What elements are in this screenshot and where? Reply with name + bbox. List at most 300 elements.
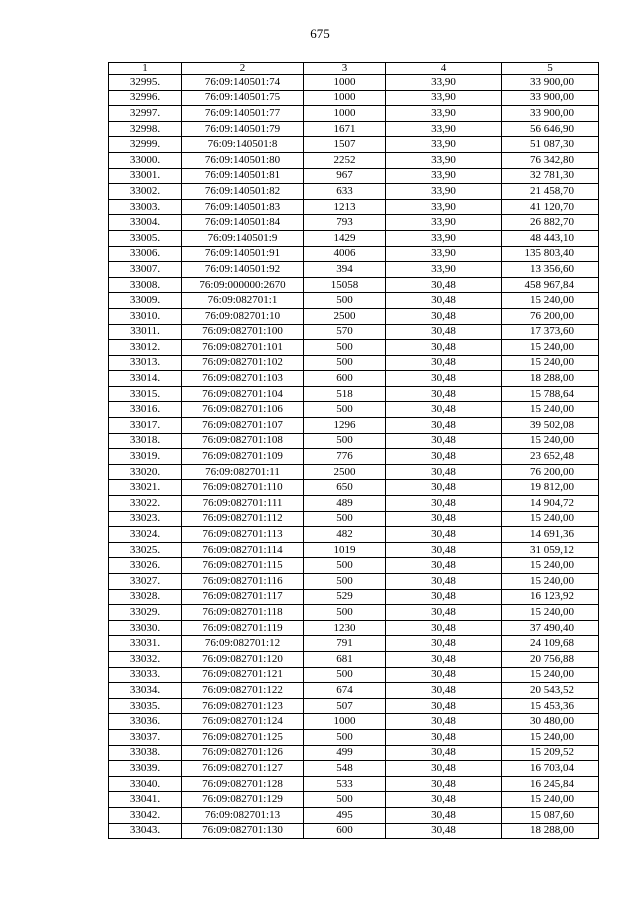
cadastral-number-cell: 76:09:082701:130 — [182, 823, 304, 839]
cadastral-number-cell: 76:09:082701:118 — [182, 605, 304, 621]
row-number-cell: 33035. — [109, 698, 182, 714]
rate-cell: 30,48 — [386, 293, 502, 309]
cadastral-number-cell: 76:09:082701:128 — [182, 776, 304, 792]
row-number-cell: 33007. — [109, 262, 182, 278]
table-row — [109, 152, 599, 168]
cadastral-number-cell: 76:09:082701:12 — [182, 636, 304, 652]
row-number-cell: 33012. — [109, 340, 182, 356]
cadastral-number-cell: 76:09:140501:8 — [182, 137, 304, 153]
value-cell: 135 803,40 — [502, 246, 599, 262]
row-number-cell: 33042. — [109, 807, 182, 823]
column-header: 5 — [502, 63, 599, 75]
row-number-cell: 33027. — [109, 574, 182, 590]
table-row — [109, 355, 599, 371]
rate-cell: 30,48 — [386, 620, 502, 636]
cadastral-number-cell: 76:09:140501:80 — [182, 152, 304, 168]
row-number-cell: 33025. — [109, 542, 182, 558]
cadastral-number-cell: 76:09:082701:129 — [182, 792, 304, 808]
table-row — [109, 745, 599, 761]
value-cell: 31 059,12 — [502, 542, 599, 558]
area-cell: 967 — [304, 168, 386, 184]
table-row — [109, 823, 599, 839]
area-cell: 674 — [304, 683, 386, 699]
table-row — [109, 277, 599, 293]
cadastral-number-cell: 76:09:082701:10 — [182, 308, 304, 324]
value-cell: 24 109,68 — [502, 636, 599, 652]
table-row — [109, 262, 599, 278]
row-number-cell: 33026. — [109, 558, 182, 574]
rate-cell: 30,48 — [386, 418, 502, 434]
cadastral-number-cell: 76:09:082701:13 — [182, 807, 304, 823]
rate-cell: 30,48 — [386, 340, 502, 356]
cadastral-number-cell: 76:09:082701:123 — [182, 698, 304, 714]
area-cell: 1000 — [304, 75, 386, 91]
cadastral-number-cell: 76:09:082701:104 — [182, 386, 304, 402]
value-cell: 16 245,84 — [502, 776, 599, 792]
value-cell: 37 490,40 — [502, 620, 599, 636]
row-number-cell: 33004. — [109, 215, 182, 231]
value-cell: 26 882,70 — [502, 215, 599, 231]
table-row — [109, 75, 599, 91]
rate-cell: 30,48 — [386, 698, 502, 714]
rate-cell: 33,90 — [386, 90, 502, 106]
column-header: 4 — [386, 63, 502, 75]
area-cell: 1429 — [304, 230, 386, 246]
table-row — [109, 714, 599, 730]
rate-cell: 30,48 — [386, 558, 502, 574]
rate-cell: 30,48 — [386, 371, 502, 387]
row-number-cell: 33015. — [109, 386, 182, 402]
value-cell: 32 781,30 — [502, 168, 599, 184]
row-number-cell: 33017. — [109, 418, 182, 434]
cadastral-number-cell: 76:09:140501:81 — [182, 168, 304, 184]
table-row — [109, 106, 599, 122]
value-cell: 13 356,60 — [502, 262, 599, 278]
area-cell: 500 — [304, 340, 386, 356]
value-cell: 14 904,72 — [502, 496, 599, 512]
row-number-cell: 33024. — [109, 527, 182, 543]
row-number-cell: 33043. — [109, 823, 182, 839]
value-cell: 15 240,00 — [502, 433, 599, 449]
rate-cell: 33,90 — [386, 152, 502, 168]
area-cell: 4006 — [304, 246, 386, 262]
value-cell: 458 967,84 — [502, 277, 599, 293]
area-cell: 500 — [304, 355, 386, 371]
row-number-cell: 33021. — [109, 480, 182, 496]
column-header: 2 — [182, 63, 304, 75]
rate-cell: 30,48 — [386, 745, 502, 761]
table-row — [109, 418, 599, 434]
page-number: 675 — [310, 26, 330, 41]
value-cell: 15 240,00 — [502, 402, 599, 418]
cadastral-number-cell: 76:09:140501:9 — [182, 230, 304, 246]
cadastral-number-cell: 76:09:140501:84 — [182, 215, 304, 231]
area-cell: 793 — [304, 215, 386, 231]
area-cell: 600 — [304, 823, 386, 839]
value-cell: 18 288,00 — [502, 371, 599, 387]
area-cell: 500 — [304, 402, 386, 418]
area-cell: 1000 — [304, 90, 386, 106]
table-row — [109, 184, 599, 200]
rate-cell: 33,90 — [386, 75, 502, 91]
rate-cell: 30,48 — [386, 433, 502, 449]
rate-cell: 30,48 — [386, 729, 502, 745]
area-cell: 500 — [304, 511, 386, 527]
row-number-cell: 33010. — [109, 308, 182, 324]
table-row — [109, 464, 599, 480]
rate-cell: 30,48 — [386, 324, 502, 340]
row-number-cell: 33018. — [109, 433, 182, 449]
row-number-cell: 33001. — [109, 168, 182, 184]
row-number-cell: 33003. — [109, 199, 182, 215]
value-cell: 76 200,00 — [502, 464, 599, 480]
value-cell: 20 756,88 — [502, 651, 599, 667]
table-row — [109, 792, 599, 808]
table-row — [109, 636, 599, 652]
value-cell: 15 788,64 — [502, 386, 599, 402]
table-row — [109, 371, 599, 387]
table-row — [109, 527, 599, 543]
cadastral-number-cell: 76:09:082701:107 — [182, 418, 304, 434]
cadastral-number-cell: 76:09:082701:1 — [182, 293, 304, 309]
area-cell: 500 — [304, 792, 386, 808]
row-number-cell: 33020. — [109, 464, 182, 480]
table-body — [109, 75, 599, 839]
row-number-cell: 32997. — [109, 106, 182, 122]
row-number-cell: 33023. — [109, 511, 182, 527]
cadastral-number-cell: 76:09:082701:111 — [182, 496, 304, 512]
rate-cell: 30,48 — [386, 574, 502, 590]
table-row — [109, 340, 599, 356]
rate-cell: 33,90 — [386, 246, 502, 262]
cadastral-number-cell: 76:09:082701:108 — [182, 433, 304, 449]
table-row — [109, 683, 599, 699]
table-row — [109, 511, 599, 527]
rate-cell: 30,48 — [386, 496, 502, 512]
cadastral-number-cell: 76:09:082701:110 — [182, 480, 304, 496]
value-cell: 23 652,48 — [502, 449, 599, 465]
cadastral-number-cell: 76:09:140501:91 — [182, 246, 304, 262]
value-cell: 56 646,90 — [502, 121, 599, 137]
area-cell: 500 — [304, 433, 386, 449]
table-row — [109, 90, 599, 106]
row-number-cell: 33036. — [109, 714, 182, 730]
row-number-cell: 33032. — [109, 651, 182, 667]
rate-cell: 33,90 — [386, 262, 502, 278]
column-header: 3 — [304, 63, 386, 75]
rate-cell: 33,90 — [386, 184, 502, 200]
table-row — [109, 246, 599, 262]
row-number-cell: 33037. — [109, 729, 182, 745]
value-cell: 16 703,04 — [502, 761, 599, 777]
area-cell: 2500 — [304, 308, 386, 324]
table-row — [109, 620, 599, 636]
value-cell: 17 373,60 — [502, 324, 599, 340]
row-number-cell: 33031. — [109, 636, 182, 652]
rate-cell: 30,48 — [386, 823, 502, 839]
value-cell: 15 240,00 — [502, 293, 599, 309]
cadastral-number-cell: 76:09:082701:122 — [182, 683, 304, 699]
cadastral-number-cell: 76:09:140501:92 — [182, 262, 304, 278]
rate-cell: 30,48 — [386, 527, 502, 543]
rate-cell: 30,48 — [386, 807, 502, 823]
cadastral-number-cell: 76:09:082701:11 — [182, 464, 304, 480]
value-cell: 41 120,70 — [502, 199, 599, 215]
cadastral-number-cell: 76:09:082701:102 — [182, 355, 304, 371]
cadastral-number-cell: 76:09:082701:114 — [182, 542, 304, 558]
value-cell: 30 480,00 — [502, 714, 599, 730]
area-cell: 482 — [304, 527, 386, 543]
column-header: 1 — [109, 63, 182, 75]
rate-cell: 30,48 — [386, 761, 502, 777]
table-row — [109, 589, 599, 605]
row-number-cell: 33006. — [109, 246, 182, 262]
table-row — [109, 402, 599, 418]
table-row — [109, 496, 599, 512]
area-cell: 499 — [304, 745, 386, 761]
cadastral-number-cell: 76:09:140501:83 — [182, 199, 304, 215]
row-number-cell: 33034. — [109, 683, 182, 699]
area-cell: 1000 — [304, 714, 386, 730]
value-cell: 15 240,00 — [502, 667, 599, 683]
cadastral-number-cell: 76:09:082701:124 — [182, 714, 304, 730]
value-cell: 15 240,00 — [502, 340, 599, 356]
area-cell: 500 — [304, 667, 386, 683]
value-cell: 15 240,00 — [502, 729, 599, 745]
rate-cell: 30,48 — [386, 511, 502, 527]
area-cell: 507 — [304, 698, 386, 714]
row-number-cell: 33014. — [109, 371, 182, 387]
area-cell: 15058 — [304, 277, 386, 293]
cadastral-number-cell: 76:09:082701:126 — [182, 745, 304, 761]
value-cell: 33 900,00 — [502, 106, 599, 122]
area-cell: 791 — [304, 636, 386, 652]
row-number-cell: 33016. — [109, 402, 182, 418]
table-row — [109, 605, 599, 621]
row-number-cell: 33028. — [109, 589, 182, 605]
row-number-cell: 32995. — [109, 75, 182, 91]
area-cell: 500 — [304, 293, 386, 309]
value-cell: 16 123,92 — [502, 589, 599, 605]
table-row — [109, 698, 599, 714]
row-number-cell: 33033. — [109, 667, 182, 683]
value-cell: 15 240,00 — [502, 355, 599, 371]
rate-cell: 30,48 — [386, 636, 502, 652]
cadastral-number-cell: 76:09:082701:116 — [182, 574, 304, 590]
row-number-cell: 33029. — [109, 605, 182, 621]
area-cell: 633 — [304, 184, 386, 200]
rate-cell: 33,90 — [386, 121, 502, 137]
rate-cell: 30,48 — [386, 402, 502, 418]
value-cell: 20 543,52 — [502, 683, 599, 699]
table-row — [109, 651, 599, 667]
table-row — [109, 729, 599, 745]
table-row — [109, 308, 599, 324]
area-cell: 1213 — [304, 199, 386, 215]
cadastral-number-cell: 76:09:140501:75 — [182, 90, 304, 106]
cadastral-number-cell: 76:09:082701:113 — [182, 527, 304, 543]
rate-cell: 30,48 — [386, 464, 502, 480]
area-cell: 500 — [304, 729, 386, 745]
row-number-cell: 32996. — [109, 90, 182, 106]
rate-cell: 30,48 — [386, 792, 502, 808]
cadastral-number-cell: 76:09:082701:103 — [182, 371, 304, 387]
row-number-cell: 33005. — [109, 230, 182, 246]
table-row — [109, 574, 599, 590]
rate-cell: 30,48 — [386, 542, 502, 558]
area-cell: 1296 — [304, 418, 386, 434]
rate-cell: 30,48 — [386, 277, 502, 293]
row-number-cell: 33039. — [109, 761, 182, 777]
cadastral-number-cell: 76:09:082701:117 — [182, 589, 304, 605]
row-number-cell: 33009. — [109, 293, 182, 309]
table-row — [109, 293, 599, 309]
value-cell: 15 240,00 — [502, 605, 599, 621]
rate-cell: 30,48 — [386, 651, 502, 667]
value-cell: 21 458,70 — [502, 184, 599, 200]
rate-cell: 30,48 — [386, 449, 502, 465]
rate-cell: 33,90 — [386, 199, 502, 215]
area-cell: 1230 — [304, 620, 386, 636]
table-row — [109, 542, 599, 558]
value-cell: 33 900,00 — [502, 75, 599, 91]
row-number-cell: 33013. — [109, 355, 182, 371]
table-row — [109, 386, 599, 402]
cadastral-number-cell: 76:09:082701:119 — [182, 620, 304, 636]
value-cell: 18 288,00 — [502, 823, 599, 839]
cadastral-number-cell: 76:09:082701:109 — [182, 449, 304, 465]
cadastral-number-cell: 76:09:082701:125 — [182, 729, 304, 745]
cadastral-number-cell: 76:09:140501:77 — [182, 106, 304, 122]
row-number-cell: 32998. — [109, 121, 182, 137]
rate-cell: 33,90 — [386, 106, 502, 122]
area-cell: 600 — [304, 371, 386, 387]
area-cell: 500 — [304, 605, 386, 621]
area-cell: 548 — [304, 761, 386, 777]
value-cell: 15 240,00 — [502, 792, 599, 808]
area-cell: 1671 — [304, 121, 386, 137]
value-cell: 76 200,00 — [502, 308, 599, 324]
rate-cell: 30,48 — [386, 386, 502, 402]
cadastral-number-cell: 76:09:140501:74 — [182, 75, 304, 91]
cadastral-number-cell: 76:09:082701:121 — [182, 667, 304, 683]
cadastral-number-cell: 76:09:082701:127 — [182, 761, 304, 777]
value-cell: 15 240,00 — [502, 574, 599, 590]
cadastral-number-cell: 76:09:082701:106 — [182, 402, 304, 418]
value-cell: 14 691,36 — [502, 527, 599, 543]
rate-cell: 30,48 — [386, 683, 502, 699]
area-cell: 1019 — [304, 542, 386, 558]
value-cell: 15 087,60 — [502, 807, 599, 823]
cadastral-number-cell: 76:09:082701:101 — [182, 340, 304, 356]
rate-cell: 30,48 — [386, 480, 502, 496]
rate-cell: 30,48 — [386, 605, 502, 621]
value-cell: 15 453,36 — [502, 698, 599, 714]
value-cell: 76 342,80 — [502, 152, 599, 168]
row-number-cell: 33011. — [109, 324, 182, 340]
row-number-cell: 33030. — [109, 620, 182, 636]
table-row — [109, 449, 599, 465]
area-cell: 489 — [304, 496, 386, 512]
row-number-cell: 33040. — [109, 776, 182, 792]
table-row — [109, 761, 599, 777]
row-number-cell: 33022. — [109, 496, 182, 512]
area-cell: 2500 — [304, 464, 386, 480]
value-cell: 39 502,08 — [502, 418, 599, 434]
value-cell: 51 087,30 — [502, 137, 599, 153]
value-cell: 15 240,00 — [502, 558, 599, 574]
area-cell: 1000 — [304, 106, 386, 122]
cadastral-number-cell: 76:09:140501:79 — [182, 121, 304, 137]
area-cell: 394 — [304, 262, 386, 278]
rate-cell: 33,90 — [386, 215, 502, 231]
rate-cell: 30,48 — [386, 776, 502, 792]
table-row — [109, 168, 599, 184]
table-row — [109, 215, 599, 231]
table-row — [109, 776, 599, 792]
value-cell: 15 240,00 — [502, 511, 599, 527]
area-cell: 518 — [304, 386, 386, 402]
table-row — [109, 433, 599, 449]
rate-cell: 30,48 — [386, 714, 502, 730]
row-number-cell: 33000. — [109, 152, 182, 168]
rate-cell: 30,48 — [386, 308, 502, 324]
area-cell: 1507 — [304, 137, 386, 153]
value-cell: 15 209,52 — [502, 745, 599, 761]
row-number-cell: 33002. — [109, 184, 182, 200]
area-cell: 681 — [304, 651, 386, 667]
cadastral-number-cell: 76:09:000000:2670 — [182, 277, 304, 293]
table-row — [109, 480, 599, 496]
cadastral-number-cell: 76:09:082701:112 — [182, 511, 304, 527]
area-cell: 533 — [304, 776, 386, 792]
area-cell: 2252 — [304, 152, 386, 168]
rate-cell: 30,48 — [386, 355, 502, 371]
cadastral-number-cell: 76:09:082701:100 — [182, 324, 304, 340]
table-row — [109, 807, 599, 823]
table-row — [109, 137, 599, 153]
value-cell: 48 443,10 — [502, 230, 599, 246]
cadastral-number-cell: 76:09:082701:120 — [182, 651, 304, 667]
cadastral-number-cell: 76:09:140501:82 — [182, 184, 304, 200]
row-number-cell: 33038. — [109, 745, 182, 761]
rate-cell: 33,90 — [386, 168, 502, 184]
rate-cell: 30,48 — [386, 589, 502, 605]
rate-cell: 33,90 — [386, 230, 502, 246]
area-cell: 500 — [304, 574, 386, 590]
row-number-cell: 33008. — [109, 277, 182, 293]
table-row — [109, 230, 599, 246]
table-row — [109, 324, 599, 340]
area-cell: 776 — [304, 449, 386, 465]
rate-cell: 30,48 — [386, 667, 502, 683]
row-number-cell: 33041. — [109, 792, 182, 808]
table-row — [109, 121, 599, 137]
cadastral-number-cell: 76:09:082701:115 — [182, 558, 304, 574]
rate-cell: 33,90 — [386, 137, 502, 153]
value-cell: 19 812,00 — [502, 480, 599, 496]
area-cell: 500 — [304, 558, 386, 574]
area-cell: 570 — [304, 324, 386, 340]
area-cell: 650 — [304, 480, 386, 496]
table-header-row — [109, 63, 599, 75]
table-row — [109, 558, 599, 574]
data-table — [108, 62, 599, 839]
table-row — [109, 667, 599, 683]
row-number-cell: 32999. — [109, 137, 182, 153]
table-row — [109, 199, 599, 215]
area-cell: 529 — [304, 589, 386, 605]
